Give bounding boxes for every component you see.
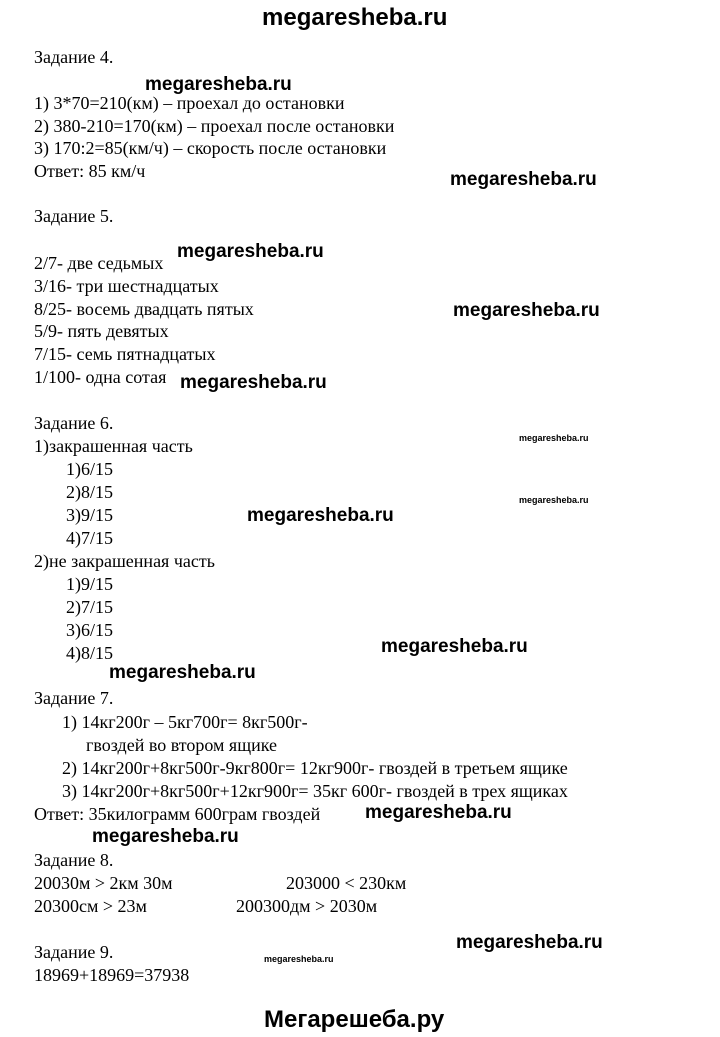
watermark: megaresheba.ru [450, 169, 597, 190]
task6-part1-label: 1)закрашенная часть [34, 436, 193, 456]
header-site-title: megaresheba.ru [262, 4, 448, 31]
task8-row2-left: 20300см > 23м [34, 896, 147, 916]
task8-title: Задание 8. [34, 850, 114, 870]
task6-part2-item-1: 1)9/15 [66, 574, 113, 594]
task7-line-1: 1) 14кг200г – 5кг700г= 8кг500г- [62, 712, 308, 732]
task8-row1-left: 20030м > 2км 30м [34, 873, 173, 893]
watermark: megaresheba.ru [109, 662, 256, 683]
task4-title: Задание 4. [34, 47, 114, 67]
task5-line-6: 1/100- одна сотая [34, 367, 167, 387]
task7-line-2: 2) 14кг200г+8кг500г-9кг800г= 12кг900г- гвоздей в третьем ящике [62, 758, 568, 778]
task5-line-1: 2/7- две седьмых [34, 253, 164, 273]
watermark: megaresheba.ru [264, 954, 334, 964]
task5-title: Задание 5. [34, 206, 114, 226]
task7-title: Задание 7. [34, 688, 114, 708]
watermark: megaresheba.ru [180, 372, 327, 393]
task9-title: Задание 9. [34, 942, 114, 962]
watermark: megaresheba.ru [381, 636, 528, 657]
task6-part2-item-2: 2)7/15 [66, 597, 113, 617]
task5-line-2: 3/16- три шестнадцатых [34, 276, 219, 296]
task7-line-3: 3) 14кг200г+8кг500г+12кг900г= 35кг 600г- гвоздей в трех ящиках [62, 781, 568, 801]
task5-line-5: 7/15- семь пятнадцатых [34, 344, 216, 364]
task6-part1-item-4: 4)7/15 [66, 528, 113, 548]
task6-part1-item-1: 1)6/15 [66, 459, 113, 479]
task6-part2-label: 2)не закрашенная часть [34, 551, 215, 571]
task4-line-3: 3) 170:2=85(км/ч) – скорость после остановки [34, 138, 387, 158]
task8-row1-right: 203000 < 230км [286, 873, 407, 893]
task6-part2-item-3: 3)6/15 [66, 620, 113, 640]
task7-answer: Ответ: 35килограмм 600грам гвоздей [34, 804, 321, 824]
task9-line-1: 18969+18969=37938 [34, 965, 190, 985]
task5-line-4: 5/9- пять девятых [34, 321, 169, 341]
task4-line-1: 1) 3*70=210(км) – проехал до остановки [34, 93, 345, 113]
watermark: megaresheba.ru [177, 241, 324, 262]
watermark: megaresheba.ru [145, 74, 292, 95]
watermark: megaresheba.ru [519, 495, 589, 505]
watermark: megaresheba.ru [247, 505, 394, 526]
watermark: megaresheba.ru [456, 932, 603, 953]
task6-title: Задание 6. [34, 413, 114, 433]
watermark: megaresheba.ru [453, 300, 600, 321]
watermark: megaresheba.ru [519, 433, 589, 443]
task7-line-1-continued: гвоздей во втором ящике [86, 735, 277, 755]
watermark: megaresheba.ru [92, 826, 239, 847]
task5-line-3: 8/25- восемь двадцать пятых [34, 299, 254, 319]
task6-part2-item-4: 4)8/15 [66, 643, 113, 663]
watermark: megaresheba.ru [365, 802, 512, 823]
task6-part1-item-2: 2)8/15 [66, 482, 113, 502]
footer-site-title: Мегарешеба.ру [264, 1006, 445, 1033]
task4-answer: Ответ: 85 км/ч [34, 161, 146, 181]
task4-line-2: 2) 380-210=170(км) – проехал после остановки [34, 116, 395, 136]
task8-row2-right: 200300дм > 2030м [236, 896, 378, 916]
task6-part1-item-3: 3)9/15 [66, 505, 113, 525]
